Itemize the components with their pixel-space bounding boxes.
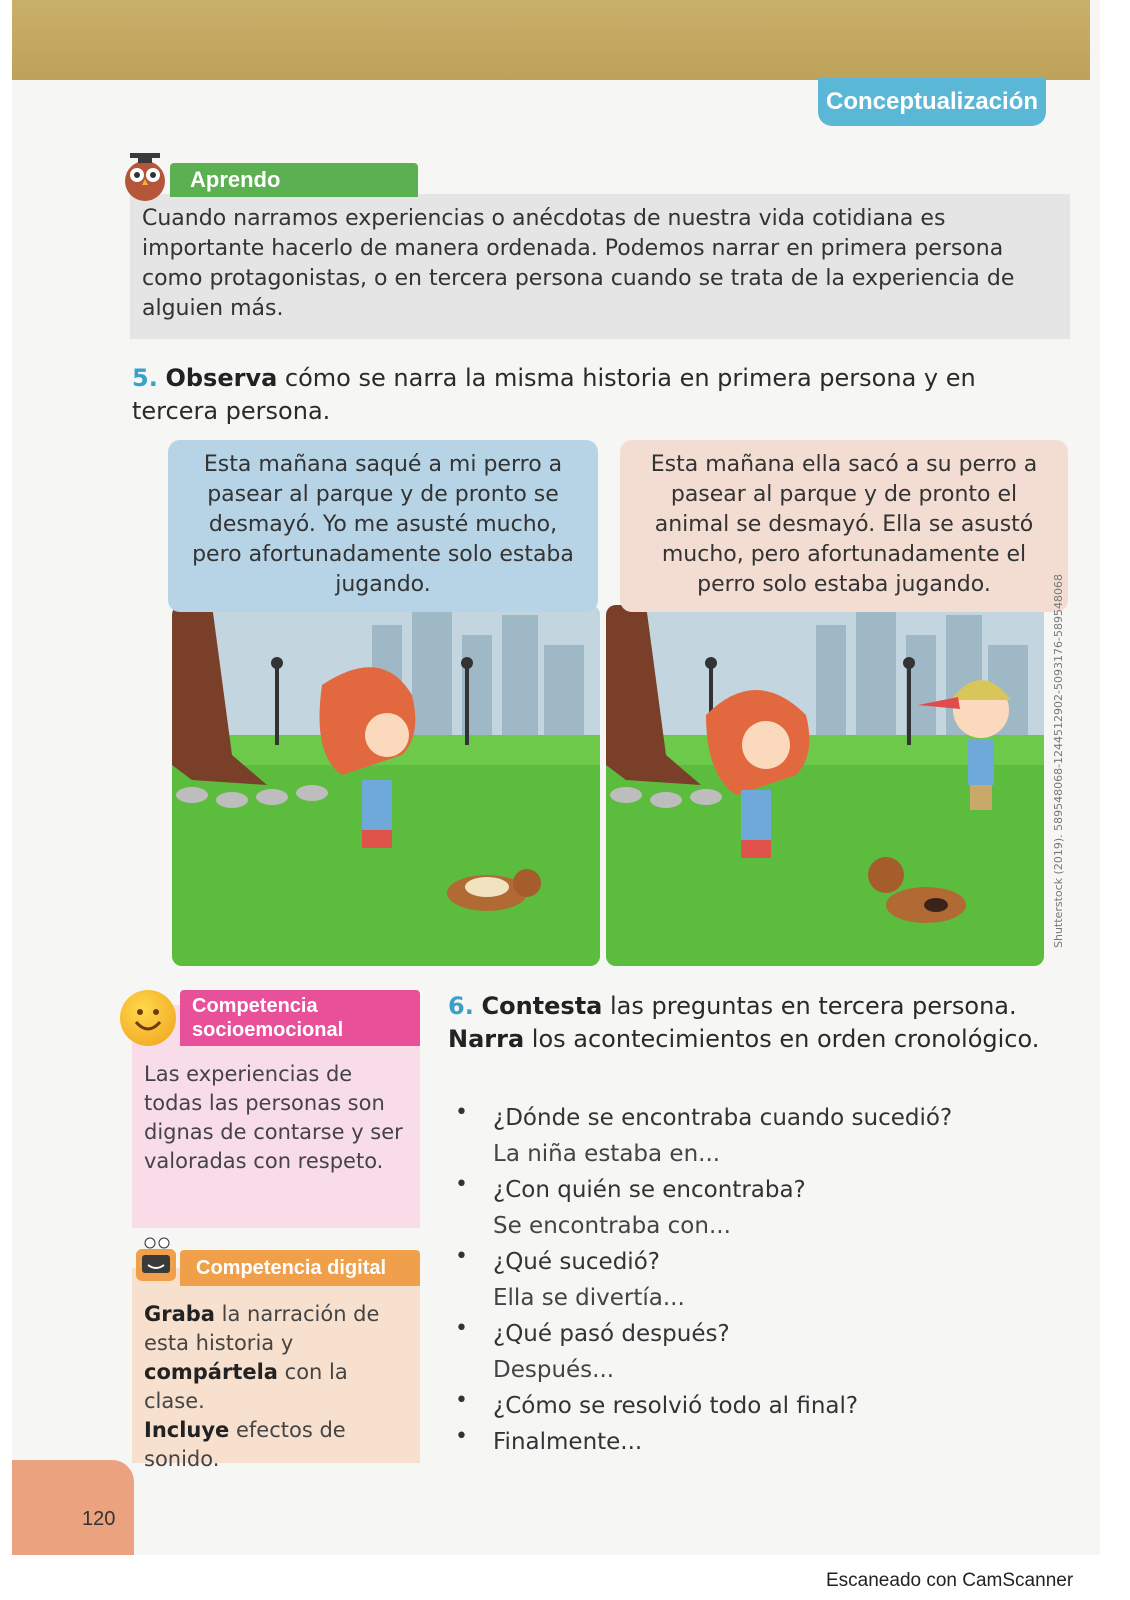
list-item: • ¿Dónde se encontraba cuando sucedió? La niña estaba en... — [455, 1100, 1055, 1172]
speech-bubble-third-person: Esta mañana ella sacó a su perro a pasear al parque y de pronto el animal se desmayó. Ella se asustó mucho, pero afortunadamente el perro solo estaba jugando. — [620, 440, 1068, 612]
digital-verb-1: Graba — [144, 1302, 215, 1326]
section-tab: Conceptualización — [818, 78, 1046, 126]
activity-6-verb-2: Narra — [448, 1025, 525, 1053]
socioemocional-title: Competencia socioemocional — [180, 990, 420, 1046]
page-number-tab — [12, 1460, 134, 1555]
question: ¿Cómo se resolvió todo al final? — [493, 1393, 859, 1419]
digital-text-1: la narración de esta historia y — [144, 1302, 380, 1355]
aprendo-text: Cuando narramos experiencias o anécdotas de nuestra vida cotidiana es importante hacerlo de manera ordenada. Podemos narrar en primera persona como protagonistas, o en tercera persona cuando se trata de la experiencia de alguien más. — [142, 206, 1015, 321]
robot-icon — [132, 1233, 184, 1285]
page-number: 120 — [82, 1508, 116, 1530]
digital-text-2: con la clase. — [144, 1360, 348, 1413]
top-band — [12, 0, 1090, 80]
speech-bubble-first-person: Esta mañana saqué a mi perro a pasear al parque y de pronto se desmayó. Yo me asusté mucho, pero afortunadamente solo estaba jugando. — [168, 440, 598, 612]
activity-6-text-2: los acontecimientos en orden cronológico. — [524, 1025, 1040, 1053]
question: ¿Dónde se encontraba cuando sucedió? — [493, 1105, 953, 1131]
question: Finalmente... — [493, 1429, 643, 1455]
digital-text-3: efectos de sonido. — [144, 1418, 346, 1471]
question: ¿Qué sucedió? — [493, 1249, 660, 1275]
image-credit: Shutterstock (2019). 589548068-1244512902-5093176-589548068 — [1052, 574, 1065, 948]
activity-5-number: 5. — [132, 364, 158, 392]
digital-title: Competencia digital — [180, 1250, 420, 1286]
list-item: • ¿Qué sucedió? Ella se divertía... — [455, 1244, 1055, 1316]
question-list — [455, 1100, 1055, 1460]
digital-verb-2: compártela — [144, 1360, 278, 1384]
answer-prompt: Después... — [493, 1357, 615, 1383]
activity-6 — [448, 990, 1068, 1056]
aprendo-title: Aprendo — [170, 163, 418, 197]
activity-5-text: cómo se narra la misma historia en primera persona y en tercera persona. — [132, 364, 976, 425]
comic-panel-right — [606, 605, 1044, 966]
comic-panel-left — [172, 605, 600, 966]
digital-verb-3: Incluye — [144, 1418, 230, 1442]
owl-icon — [118, 147, 172, 203]
list-item: • ¿Con quién se encontraba? Se encontraba con... — [455, 1172, 1055, 1244]
digital-text — [144, 1300, 414, 1474]
activity-6-verb-1: Contesta — [481, 992, 603, 1020]
answer-prompt: Se encontraba con... — [493, 1213, 731, 1239]
question: ¿Qué pasó después? — [493, 1321, 730, 1347]
list-item: • ¿Qué pasó después? Después... — [455, 1316, 1055, 1388]
activity-6-text-1: las preguntas en tercera persona. — [602, 992, 1017, 1020]
activity-6-number: 6. — [448, 992, 474, 1020]
answer-prompt: La niña estaba en... — [493, 1141, 721, 1167]
smiley-icon — [120, 990, 176, 1046]
activity-5 — [132, 362, 1012, 428]
answer-prompt: Ella se divertía... — [493, 1285, 685, 1311]
question: ¿Con quién se encontraba? — [493, 1177, 806, 1203]
socioemocional-text: Las experiencias de todas las personas son dignas de contarse y ser valoradas con respeto. — [144, 1062, 403, 1173]
list-item: • ¿Cómo se resolvió todo al final? — [455, 1388, 1055, 1424]
activity-5-verb: Observa — [165, 364, 278, 392]
scanner-watermark: Escaneado con CamScanner — [826, 1570, 1074, 1591]
list-item: • Finalmente... — [455, 1424, 1055, 1460]
